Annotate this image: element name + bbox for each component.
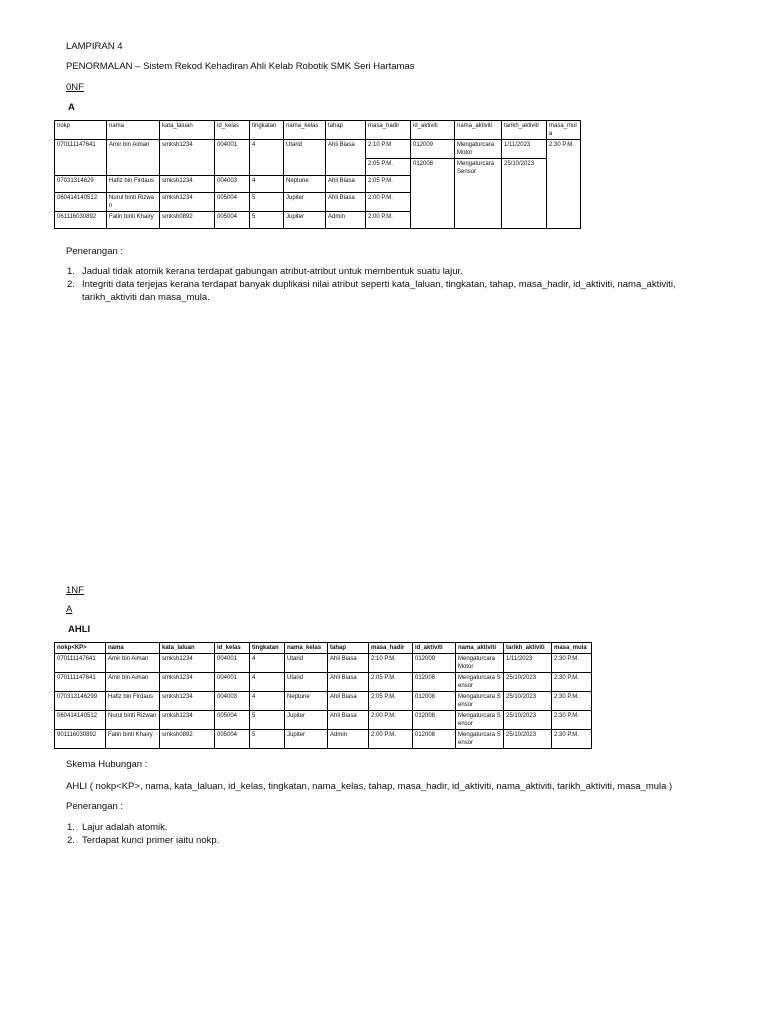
penerangan-1nf-label: Penerangan :	[66, 801, 124, 812]
cell-tingkatan: 5	[250, 193, 284, 212]
table-cell: 4	[250, 692, 285, 711]
column-header: tingkatan	[250, 643, 285, 654]
table-cell: 901116030892	[55, 730, 106, 749]
notes-0nf	[67, 265, 707, 304]
column-header: id_aktiviti	[411, 121, 455, 140]
cell-nama-aktiviti: Mengaturcara Sensor	[455, 159, 502, 229]
cell-tingkatan: 4	[250, 176, 284, 193]
table-cell: Mengaturcara Sensor	[456, 711, 504, 730]
cell-nama-kelas: Utarid	[284, 140, 326, 176]
list-item: 1. Lajur adalah atomik.	[67, 822, 168, 833]
table-row	[55, 711, 592, 730]
cell-nama-kelas: Neptune	[284, 176, 326, 193]
table-cell: 25/10/2023	[504, 673, 552, 692]
table-cell: 4	[250, 673, 285, 692]
cell-id-aktiviti: 012009	[411, 140, 455, 159]
column-header: tingkatan	[250, 121, 284, 140]
cell-tarikh-aktiviti: 1/11/2023	[502, 140, 547, 159]
table-cell: Mengaturcara Sensor	[456, 673, 504, 692]
cell-masa-hadir: 2:00 P.M.	[366, 212, 411, 229]
table-row	[55, 673, 592, 692]
table-cell: smksh0892	[160, 730, 215, 749]
table-cell: 2:05 P.M.	[369, 692, 413, 711]
table-cell: Mengaturcara Sensor	[456, 692, 504, 711]
table-cell: 005004	[215, 711, 250, 730]
cell-kata-laluan: smksh0892	[160, 212, 215, 229]
table-cell: 2:00 P.M.	[369, 711, 413, 730]
table-cell: 2:30 P.M.	[552, 654, 592, 673]
table-cell: 070313146299	[55, 692, 106, 711]
cell-nokp: 070111147641	[55, 140, 107, 176]
cell-nama: Hafiz bin Firdaus	[107, 176, 160, 193]
cell-tahap: Admin	[326, 212, 366, 229]
table-cell: 2:05 P.M.	[369, 673, 413, 692]
notes-1nf	[67, 821, 707, 847]
table-cell: 5	[250, 711, 285, 730]
column-header: tarikh_aktiviti	[502, 121, 547, 140]
column-header: nama	[106, 643, 160, 654]
note-text: Terdapat kunci primer iaitu nokp.	[82, 835, 220, 846]
list-item: 2. Integriti data terjejas kerana terdapat banyak duplikasi nilai atribut seperti kata_laluan, tingkatan, tahap, masa_hadir, id_aktiviti, nama_aktiviti,	[67, 279, 676, 290]
table-cell: 5	[250, 730, 285, 749]
cell-kata-laluan: smksh1234	[160, 176, 215, 193]
table-row	[55, 692, 592, 711]
table-cell: 012008	[413, 711, 456, 730]
table-cell: 2:30 P.M.	[552, 692, 592, 711]
column-header: kata_laluan	[160, 643, 215, 654]
cell-tahap: Ahli Biasa	[326, 176, 366, 193]
cell-masa-hadir: 2:05 P.M.	[366, 176, 411, 193]
column-header: kata_laluan	[160, 121, 215, 140]
cell-masa-hadir: 2:00 P.M.	[366, 193, 411, 212]
table-cell: 2:00 P.M.	[369, 730, 413, 749]
penerangan-0nf-label: Penerangan :	[66, 246, 124, 257]
skema-label: Skema Hubungan :	[66, 759, 148, 770]
table-cell: Amir bin Aiman	[106, 673, 160, 692]
table-cell: Jupiter	[285, 730, 328, 749]
table-cell: Hafiz bin Firdaus	[106, 692, 160, 711]
column-header: nama_kelas	[284, 121, 326, 140]
cell-id-kelas: 004001	[215, 140, 250, 176]
table-cell: 1/11/2023	[504, 654, 552, 673]
table-cell: 012008	[413, 730, 456, 749]
note-text: Lajur adalah atomik.	[82, 822, 168, 833]
cell-id-kelas: 004003	[215, 176, 250, 193]
cell-masa-mula: 2:30 P.M.	[547, 140, 581, 229]
column-header: id_aktiviti	[413, 643, 456, 654]
table-cell: Neptune	[285, 692, 328, 711]
cell-nokp: 07031314629	[55, 176, 107, 193]
note-text: Jadual tidak atomik kerana terdapat gabungan atribut-atribut untuk membentuk suatu lajur.	[82, 266, 463, 277]
column-header: nama_aktiviti	[455, 121, 502, 140]
note-text: tarikh_aktiviti dan masa_mula.	[82, 292, 210, 303]
table-cell: smksh1234	[160, 692, 215, 711]
cell-nokp: 060414140512	[55, 193, 107, 212]
table-cell: 060414140512	[55, 711, 106, 730]
document-title: PENORMALAN – Sistem Rekod Kehadiran Ahli Kelab Robotik SMK Seri Hartamas	[66, 61, 415, 72]
table-row	[55, 654, 592, 673]
table-1nf	[54, 642, 592, 749]
table-cell: 2:30 P.M.	[552, 730, 592, 749]
cell-nama: Nurul binti Rizwan	[107, 193, 160, 212]
column-header: nama_kelas	[285, 643, 328, 654]
table-cell: 25/10/2023	[504, 711, 552, 730]
table-cell: Amir bin Aiman	[106, 654, 160, 673]
note-text: Integriti data terjejas kerana terdapat banyak duplikasi nilai atribut seperti kata_laluan, tingkatan, tahap, masa_hadir, id_aktiviti, nama_aktiviti,	[82, 279, 676, 290]
column-header: tahap	[326, 121, 366, 140]
table-cell: 2:30 P.M.	[552, 711, 592, 730]
table-cell: Admin	[328, 730, 369, 749]
column-header: masa_hadir	[366, 121, 411, 140]
column-header: masa_hadir	[369, 643, 413, 654]
list-item: 2. Terdapat kunci primer iaitu nokp.	[67, 835, 220, 846]
cell-nama-kelas: Jupiter	[284, 212, 326, 229]
cell-id-aktiviti: 012008	[411, 159, 455, 229]
table-cell: Mengaturcara Sensor	[456, 730, 504, 749]
table-header-row	[55, 643, 592, 654]
cell-tingkatan: 4	[250, 140, 284, 176]
table-cell: Ahli Biasa	[328, 692, 369, 711]
table-cell: 2:30 P.M.	[552, 673, 592, 692]
cell-id-kelas: 005004	[215, 193, 250, 212]
table-cell: 012008	[413, 692, 456, 711]
table-name-ahli: AHLI	[68, 624, 91, 635]
table-cell: 25/10/2023	[504, 692, 552, 711]
column-header: nokp	[55, 121, 107, 140]
table-cell: Ahli Biasa	[328, 711, 369, 730]
cell-tarikh-aktiviti: 25/10/2023	[502, 159, 547, 229]
cell-nama: Fatin binti Khairy	[107, 212, 160, 229]
lampiran-label: LAMPIRAN 4	[66, 41, 123, 52]
table-cell: Utarid	[285, 654, 328, 673]
table-cell: Ahli Biasa	[328, 673, 369, 692]
table-cell: 070111147641	[55, 654, 106, 673]
cell-kata-laluan: smksh1234	[160, 193, 215, 212]
table-cell: 012009	[413, 654, 456, 673]
section-0nf-entity: A	[68, 102, 75, 113]
table-header-row	[55, 121, 581, 140]
skema-hubungan: AHLI ( nokp<KP>, nama, kata_laluan, id_kelas, tingkatan, nama_kelas, tahap, masa_hadir, id_aktiviti, nama_aktiviti, tarikh_aktiviti, masa_mula )	[66, 781, 673, 792]
table-0nf	[54, 120, 581, 229]
table-cell: 004001	[215, 654, 250, 673]
table-cell: smksh1234	[160, 711, 215, 730]
table-cell: 012008	[413, 673, 456, 692]
cell-masa-hadir: 2:05 P.M.	[366, 159, 411, 176]
column-header: tarikh_aktiviti	[504, 643, 552, 654]
column-header: id_kelas	[215, 643, 250, 654]
cell-nama: Amir bin Aiman	[107, 140, 160, 176]
table-cell: Mengaturcara Motor	[456, 654, 504, 673]
cell-nama-aktiviti: Mengaturcara Motor	[455, 140, 502, 159]
cell-masa-hadir: 2:10 P.M	[366, 140, 411, 159]
table-cell: 25/10/2023	[504, 730, 552, 749]
column-header: nokp<KP>	[55, 643, 106, 654]
column-header: nama	[107, 121, 160, 140]
cell-tahap: Ahli Biasa	[326, 193, 366, 212]
cell-nama-kelas: Jupiter	[284, 193, 326, 212]
table-cell: 004001	[215, 673, 250, 692]
column-header: nama_aktiviti	[456, 643, 504, 654]
table-cell: 004003	[215, 692, 250, 711]
list-item: 1. Jadual tidak atomik kerana terdapat gabungan atribut-atribut untuk membentuk suatu lajur.	[67, 266, 463, 277]
cell-id-kelas: 005004	[215, 212, 250, 229]
cell-kata-laluan: smksh1234	[160, 140, 215, 176]
table-cell: smksh1234	[160, 654, 215, 673]
cell-tahap: Ahli Biasa	[326, 140, 366, 176]
table-cell: 070111147641	[55, 673, 106, 692]
table-cell: 2:10 P.M.	[369, 654, 413, 673]
table-cell: smksh1234	[160, 673, 215, 692]
table-cell: Nurul binti Rizwan	[106, 711, 160, 730]
column-header: id_kelas	[215, 121, 250, 140]
table-row	[55, 730, 592, 749]
column-header: tahap	[328, 643, 369, 654]
section-0nf-label: 0NF	[66, 82, 84, 93]
column-header: masa_mula	[547, 121, 581, 140]
table-row	[55, 140, 581, 159]
table-cell: 4	[250, 654, 285, 673]
table-cell: Jupiter	[285, 711, 328, 730]
cell-nokp: 061116030892	[55, 212, 107, 229]
list-item	[67, 291, 707, 304]
section-1nf-label: 1NF	[66, 585, 84, 596]
table-cell: Fatin binti Khairy	[106, 730, 160, 749]
table-cell: Ahli Biasa	[328, 654, 369, 673]
column-header: masa_mula	[552, 643, 592, 654]
section-1nf-entity: A	[66, 604, 73, 615]
table-cell: 005004	[215, 730, 250, 749]
cell-tingkatan: 5	[250, 212, 284, 229]
table-cell: Utarid	[285, 673, 328, 692]
